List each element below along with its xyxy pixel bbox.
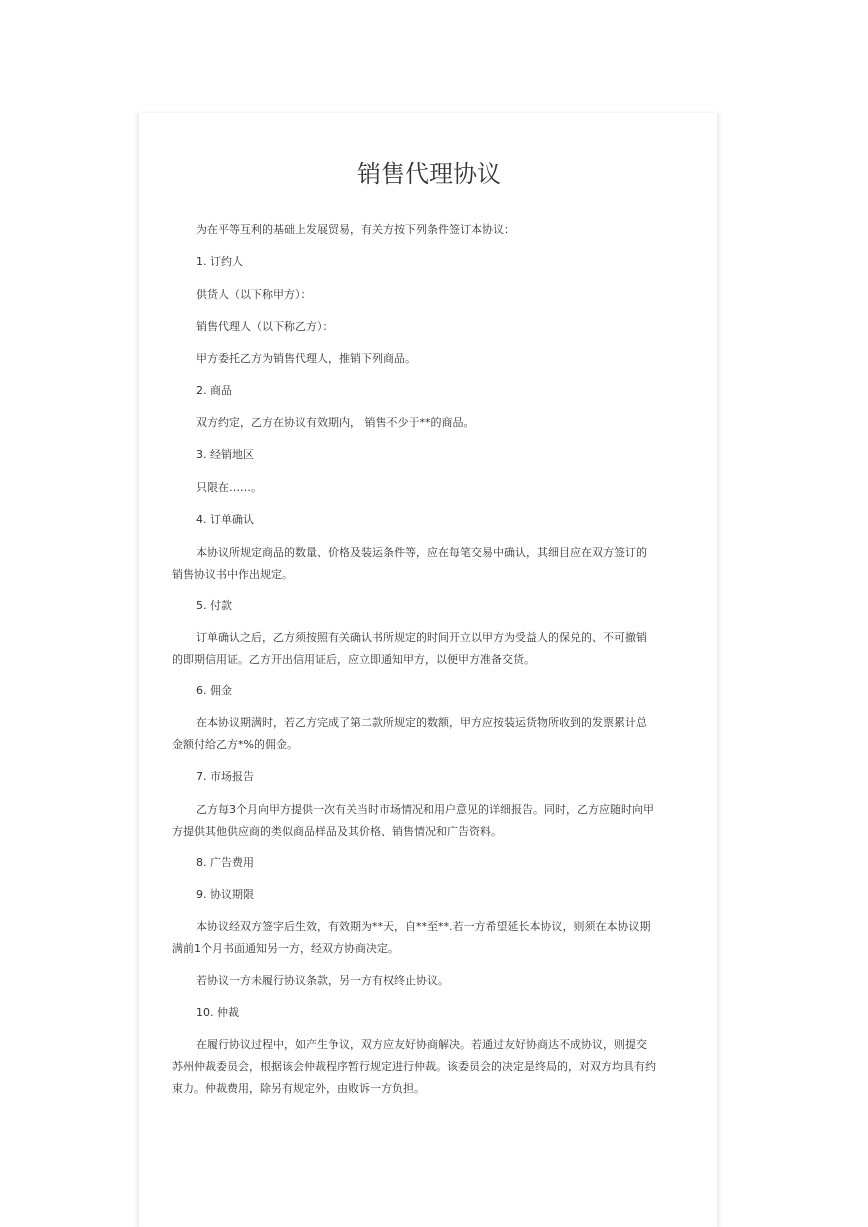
paragraph-termination: 若协议一方未履行协议条款，另一方有权终止协议。: [196, 974, 449, 987]
section-heading-3: 3. 经销地区: [196, 448, 254, 461]
paragraph-commission: 在本协议期满时，若乙方完成了第二款所规定的数额，甲方应按装运货物所收到的发票累计总金额付给乙方*%的佣金。: [172, 716, 647, 751]
paragraph-goods: 双方约定，乙方在协议有效期内， 销售不少于**的商品。: [196, 416, 475, 429]
section-heading-8: 8. 广告费用: [196, 856, 254, 869]
paragraph-entrust: 甲方委托乙方为销售代理人，推销下列商品。: [196, 352, 416, 365]
paragraph-payment: 订单确认之后，乙方须按照有关确认书所规定的时间开立以甲方为受益人的保兑的、不可撤销的即期信用证。乙方开出信用证后，应立即通知甲方，以便甲方准备交货。: [172, 631, 647, 666]
section-heading-5: 5. 付款: [196, 599, 232, 612]
section-heading-1: 1. 订约人: [196, 255, 243, 268]
paragraph-market-report: 乙方每3个月向甲方提供一次有关当时市场情况和用户意见的详细报告。同时，乙方应随时向甲方提供其他供应商的类似商品样品及其价格、销售情况和广告资料。: [172, 803, 654, 838]
document-page: [138, 113, 718, 1227]
section-heading-7: 7. 市场报告: [196, 770, 254, 783]
paragraph-intro: 为在平等互利的基础上发展贸易，有关方按下列条件签订本协议：: [196, 223, 515, 236]
section-heading-4: 4. 订单确认: [196, 513, 254, 526]
paragraph-order-confirmation: 本协议所规定商品的数量、价格及装运条件等，应在每笔交易中确认，其细目应在双方签订的销售协议书中作出规定。: [172, 546, 647, 581]
section-heading-9: 9. 协议期限: [196, 888, 254, 901]
section-heading-6: 6. 佣金: [196, 684, 232, 697]
paragraph-arbitration: 在履行协议过程中，如产生争议，双方应友好协商解决。若通过友好协商达不成协议，则提交苏州仲裁委员会，根据该会仲裁程序暂行规定进行仲裁。该委员会的决定是终局的，对双方均具有约束力。仲裁费用，除另有规定外，由败诉一方负担。: [172, 1038, 656, 1095]
document-title: 销售代理协议: [357, 160, 501, 188]
section-heading-10: 10. 仲裁: [196, 1006, 239, 1019]
section-heading-2: 2. 商品: [196, 384, 232, 397]
paragraph-term: 本协议经双方签字后生效，有效期为**天，自**至**.若一方希望延长本协议，则须在本协议期满前1个月书面通知另一方，经双方协商决定。: [172, 920, 651, 955]
paragraph-supplier: 供货人（以下称甲方）：: [196, 288, 312, 301]
paragraph-agent: 销售代理人（以下称乙方）：: [196, 320, 334, 333]
paragraph-region: 只限在……。: [196, 481, 262, 494]
